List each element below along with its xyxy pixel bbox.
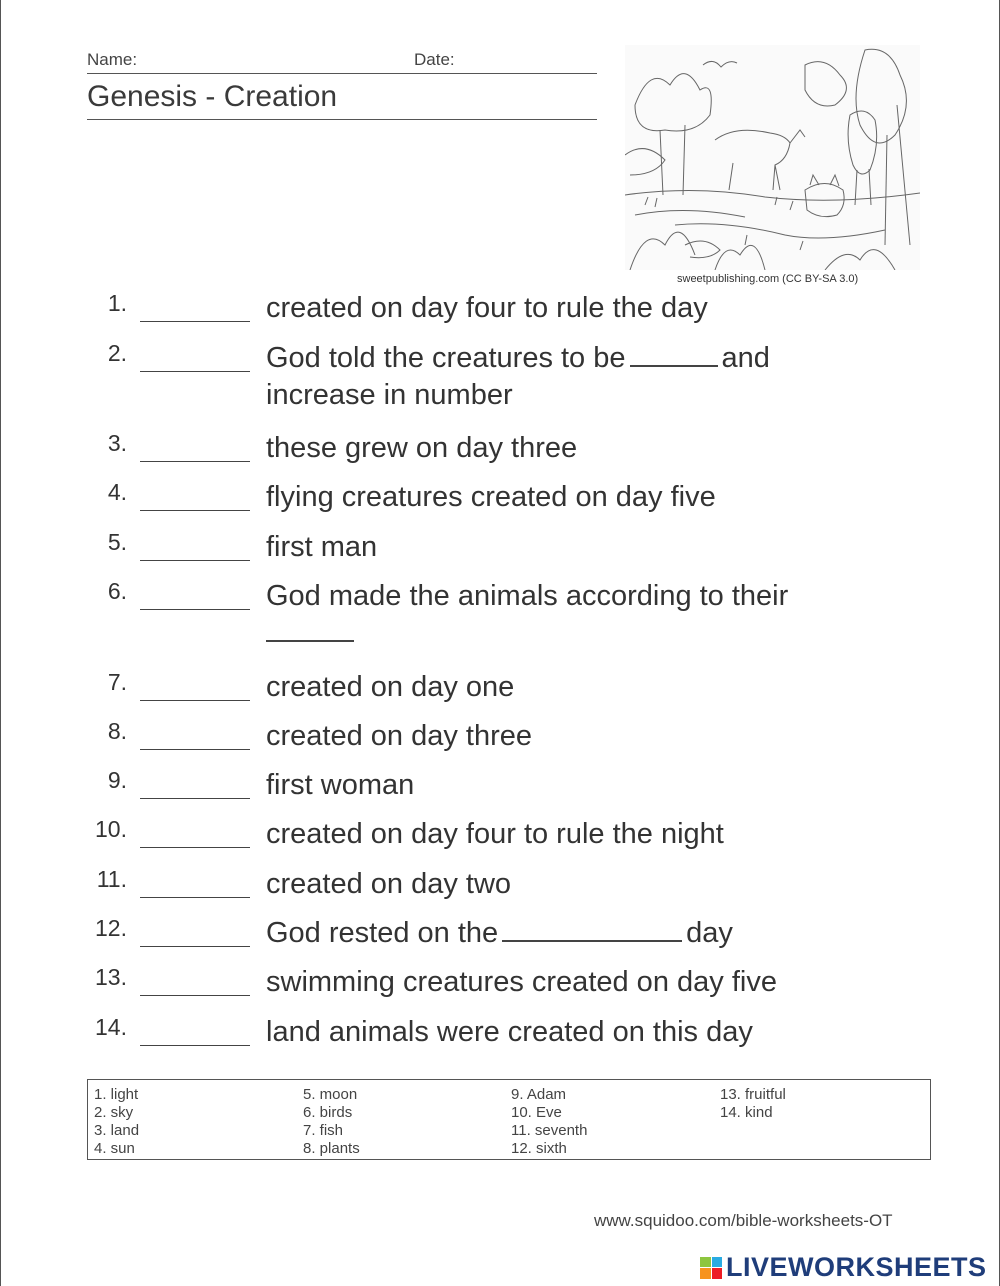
question-text-content: flying creatures created on day five	[266, 481, 716, 513]
answer-blank[interactable]	[140, 461, 250, 462]
word-bank-item: 8. plants	[303, 1140, 360, 1157]
word-bank-item: 7. fish	[303, 1122, 344, 1139]
question-text	[266, 290, 876, 327]
liveworksheets-brand: LIVEWORKSHEETS	[726, 1252, 987, 1282]
question-number: 6.	[107, 578, 127, 604]
answer-blank[interactable]	[140, 371, 250, 372]
question-text	[266, 430, 876, 467]
question-text-content: these grew on day three	[266, 432, 578, 464]
question-text-content: created on day two	[266, 868, 512, 900]
header-labels	[87, 50, 597, 72]
word-bank-column-4	[720, 1086, 786, 1122]
question-text	[266, 718, 876, 755]
word-bank-item: 6. birds	[303, 1104, 353, 1121]
name-date-line[interactable]	[87, 73, 597, 74]
question-text-before: God rested on the	[266, 917, 499, 949]
word-bank-item: 9. Adam	[511, 1086, 567, 1103]
question-text-content: created on day four to rule the day	[266, 292, 708, 324]
question-text	[266, 816, 876, 853]
question-text-content: land animals were created on this day	[266, 1016, 753, 1048]
creation-illustration	[625, 45, 920, 270]
source-url: www.squidoo.com/bible-worksheets-OT	[594, 1211, 893, 1230]
question-number: 13.	[95, 964, 127, 990]
question-text	[266, 1014, 876, 1051]
question-number: 7.	[107, 669, 127, 695]
answer-blank[interactable]	[140, 995, 250, 996]
page-border-left	[0, 0, 1, 1286]
question-text	[266, 340, 876, 414]
question-number: 8.	[107, 718, 127, 744]
answer-blank[interactable]	[140, 510, 250, 511]
question-text	[266, 669, 876, 706]
word-bank-item: 5. moon	[303, 1086, 358, 1103]
word-bank-column-3	[511, 1086, 587, 1158]
question-text-after: day	[686, 917, 733, 949]
answer-blank[interactable]	[140, 798, 250, 799]
question-text-after: and	[721, 342, 770, 374]
word-bank-item: 11. seventh	[511, 1122, 588, 1139]
question-number: 1.	[107, 290, 127, 316]
question-number: 12.	[95, 915, 127, 941]
liveworksheets-icon	[700, 1257, 722, 1279]
question-number: 9.	[107, 767, 127, 793]
question-text-content: swimming creatures created on day five	[266, 966, 777, 998]
question-text-content: created on day one	[266, 671, 515, 703]
question-text-content: created on day three	[266, 720, 533, 752]
answer-blank[interactable]	[140, 946, 250, 947]
word-bank-item: 1. light	[94, 1086, 139, 1103]
question-text-before: God told the creatures to be	[266, 342, 626, 374]
inline-blank[interactable]	[502, 939, 682, 942]
title-underline	[87, 119, 597, 120]
word-bank	[87, 1079, 931, 1160]
name-label: Name:	[87, 50, 138, 69]
answer-blank[interactable]	[140, 1045, 250, 1046]
question-text	[266, 578, 876, 652]
question-number: 3.	[107, 430, 127, 456]
question-number: 5.	[107, 529, 127, 555]
inline-blank[interactable]	[630, 364, 718, 367]
word-bank-item: 12. sixth	[511, 1140, 567, 1157]
date-label: Date:	[414, 50, 455, 69]
answer-blank[interactable]	[140, 897, 250, 898]
word-bank-item: 3. land	[94, 1122, 140, 1139]
question-text-content: created on day four to rule the night	[266, 818, 724, 850]
word-bank-column-2	[303, 1086, 360, 1158]
answer-blank[interactable]	[140, 700, 250, 701]
question-text-content: first woman	[266, 769, 415, 801]
image-credit: sweetpublishing.com (CC BY-SA 3.0)	[677, 273, 859, 285]
question-text	[266, 767, 876, 804]
word-bank-item: 10. Eve	[511, 1104, 562, 1121]
question-number: 2.	[107, 340, 127, 366]
question-number: 4.	[107, 479, 127, 505]
word-bank-item: 2. sky	[94, 1104, 134, 1121]
answer-blank[interactable]	[140, 560, 250, 561]
word-bank-item: 14. kind	[720, 1104, 773, 1121]
question-text	[266, 866, 876, 903]
word-bank-column-1	[94, 1086, 139, 1158]
question-text-content: first man	[266, 531, 378, 563]
question-text	[266, 964, 876, 1001]
question-text	[266, 529, 876, 566]
question-text-content: God made the animals according to their	[266, 580, 789, 612]
question-number: 14.	[95, 1014, 127, 1040]
page-title: Genesis - Creation	[87, 80, 338, 113]
question-text	[266, 479, 876, 516]
word-bank-item: 4. sun	[94, 1140, 135, 1157]
inline-blank[interactable]	[266, 639, 354, 642]
question-number: 10.	[95, 816, 127, 842]
answer-blank[interactable]	[140, 749, 250, 750]
answer-blank[interactable]	[140, 609, 250, 610]
question-text	[266, 915, 876, 952]
question-number: 11.	[96, 866, 127, 892]
answer-blank[interactable]	[140, 847, 250, 848]
question-text-line2: increase in number	[266, 379, 513, 411]
word-bank-item: 13. fruitful	[720, 1086, 786, 1103]
answer-blank[interactable]	[140, 321, 250, 322]
liveworksheets-logo[interactable]	[700, 1252, 987, 1283]
